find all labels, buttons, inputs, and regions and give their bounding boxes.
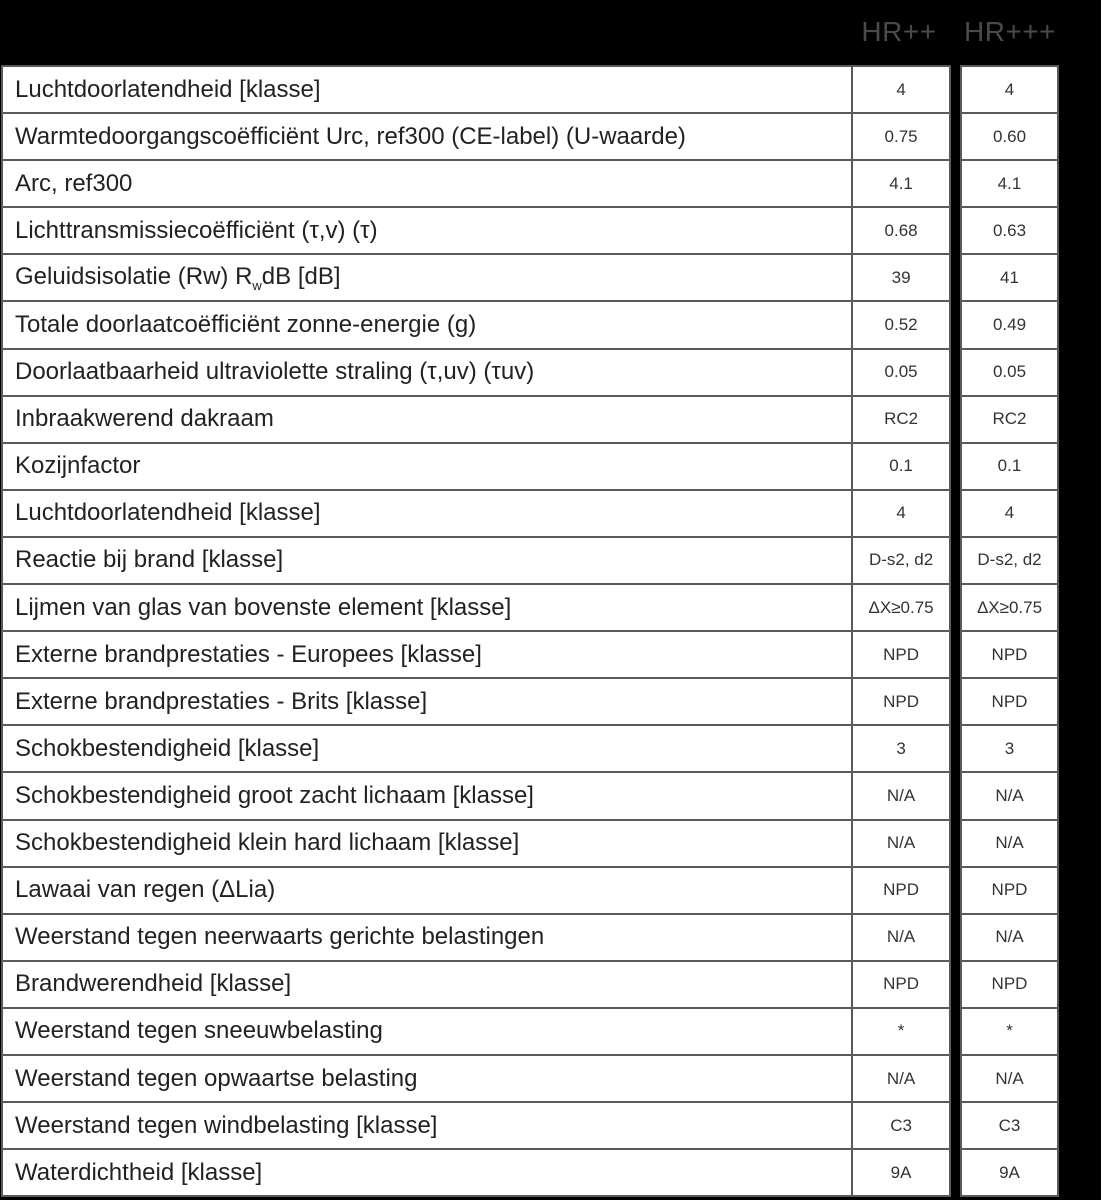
hr-plus-plus-plus-value: 4	[961, 490, 1058, 537]
hr-plus-plus-value: ΔX≥0.75	[852, 584, 950, 631]
hr-plus-plus-plus-value: 0.49	[961, 301, 1058, 348]
hr-plus-plus-plus-value: 0.1	[961, 443, 1058, 490]
table-row	[961, 349, 1058, 396]
hr-plus-plus-value: NPD	[852, 631, 950, 678]
hr-plus-plus-value: C3	[852, 1102, 950, 1149]
properties-table	[1, 65, 951, 1197]
property-label: Waterdichtheid [klasse]	[2, 1149, 852, 1196]
hr-plus-plus-value: NPD	[852, 678, 950, 725]
table-row	[2, 631, 950, 678]
property-label: Brandwerendheid [klasse]	[2, 961, 852, 1008]
property-label: Totale doorlaatcoëfficiënt zonne-energie (g)	[2, 301, 852, 348]
table-row	[2, 349, 950, 396]
table-row	[961, 1008, 1058, 1055]
hr-plus-plus-plus-value: N/A	[961, 820, 1058, 867]
property-label: Inbraakwerend dakraam	[2, 396, 852, 443]
hr-plus-plus-value: 9A	[852, 1149, 950, 1196]
hr-plus-plus-value: 0.1	[852, 443, 950, 490]
hr-plus-plus-plus-table	[960, 65, 1059, 1197]
hr-plus-plus-value: N/A	[852, 820, 950, 867]
table-row	[961, 160, 1058, 207]
hr-plus-plus-value: N/A	[852, 1055, 950, 1102]
property-label: Reactie bij brand [klasse]	[2, 537, 852, 584]
hr-plus-plus-plus-value: NPD	[961, 631, 1058, 678]
hr-plus-plus-plus-value: ΔX≥0.75	[961, 584, 1058, 631]
hr-plus-plus-value: 0.05	[852, 349, 950, 396]
hr-plus-plus-plus-value: N/A	[961, 1055, 1058, 1102]
table-row	[961, 1055, 1058, 1102]
table-row	[961, 820, 1058, 867]
table-row	[2, 914, 950, 961]
table-row	[2, 867, 950, 914]
table-row	[2, 254, 950, 301]
property-label: Schokbestendigheid klein hard lichaam [klasse]	[2, 820, 852, 867]
hr-plus-plus-value: NPD	[852, 961, 950, 1008]
table-row	[961, 113, 1058, 160]
hr-plus-plus-plus-value: N/A	[961, 914, 1058, 961]
hr-plus-plus-plus-value: 3	[961, 725, 1058, 772]
property-label: Externe brandprestaties - Brits [klasse]	[2, 678, 852, 725]
table-row	[961, 914, 1058, 961]
table-row	[961, 772, 1058, 819]
table-row	[961, 725, 1058, 772]
hr-plus-plus-value: NPD	[852, 867, 950, 914]
property-label: Lichttransmissiecoëfficiënt (τ,v) (τ)	[2, 207, 852, 254]
hr-plus-plus-value: 39	[852, 254, 950, 301]
property-label: Schokbestendigheid [klasse]	[2, 725, 852, 772]
table-row	[2, 443, 950, 490]
property-label: Luchtdoorlatendheid [klasse]	[2, 66, 852, 113]
table-row	[2, 961, 950, 1008]
hr-plus-plus-value: 0.52	[852, 301, 950, 348]
table-row	[2, 66, 950, 113]
table-row	[961, 254, 1058, 301]
table-row	[2, 678, 950, 725]
table-row	[961, 537, 1058, 584]
hr-plus-plus-plus-value: 0.05	[961, 349, 1058, 396]
table-row	[2, 1055, 950, 1102]
hr-plus-plus-plus-value: 41	[961, 254, 1058, 301]
table-row	[961, 961, 1058, 1008]
property-label: Weerstand tegen neerwaarts gerichte belastingen	[2, 914, 852, 961]
table-row	[2, 1008, 950, 1055]
column-header-hr-plus-plus: HR++	[861, 16, 937, 47]
table-row	[961, 631, 1058, 678]
hr-plus-plus-value: D-s2, d2	[852, 537, 950, 584]
hr-plus-plus-plus-value: NPD	[961, 961, 1058, 1008]
property-label: Weerstand tegen opwaartse belasting	[2, 1055, 852, 1102]
table-row	[2, 537, 950, 584]
table-row	[961, 396, 1058, 443]
table-row	[961, 678, 1058, 725]
hr-plus-plus-plus-value: N/A	[961, 772, 1058, 819]
table-row	[961, 301, 1058, 348]
hr-plus-plus-plus-value: NPD	[961, 867, 1058, 914]
property-label: Weerstand tegen windbelasting [klasse]	[2, 1102, 852, 1149]
hr-plus-plus-plus-value: D-s2, d2	[961, 537, 1058, 584]
property-label: Geluidsisolatie (Rw) $R_wdB$ [dB]	[2, 254, 852, 301]
hr-plus-plus-value: 0.75	[852, 113, 950, 160]
table-row	[2, 1149, 950, 1196]
hr-plus-plus-plus-value: NPD	[961, 678, 1058, 725]
table-row	[961, 1102, 1058, 1149]
hr-plus-plus-value: 4	[852, 490, 950, 537]
hr-plus-plus-plus-value: 0.60	[961, 113, 1058, 160]
table-row	[2, 490, 950, 537]
column-header-hr-plus-plus-plus: HR+++	[964, 16, 1056, 47]
property-label: Warmtedoorgangscoëfficiënt Urc, ref300 (CE-label) (U-waarde)	[2, 113, 852, 160]
table-row	[961, 490, 1058, 537]
table-row	[2, 772, 950, 819]
table-row	[961, 443, 1058, 490]
table-row	[2, 160, 950, 207]
hr-plus-plus-plus-value: *	[961, 1008, 1058, 1055]
table-row	[961, 1149, 1058, 1196]
hr-plus-plus-value: 3	[852, 725, 950, 772]
table-row	[2, 584, 950, 631]
table-row	[2, 301, 950, 348]
hr-plus-plus-plus-value: RC2	[961, 396, 1058, 443]
hr-plus-plus-value: N/A	[852, 914, 950, 961]
hr-plus-plus-plus-value: 4	[961, 66, 1058, 113]
property-label: Doorlaatbaarheid ultraviolette straling (τ,uv) (τuv)	[2, 349, 852, 396]
table-row	[2, 1102, 950, 1149]
table-row	[2, 207, 950, 254]
table-row	[961, 66, 1058, 113]
hr-plus-plus-plus-value: 4.1	[961, 160, 1058, 207]
hr-plus-plus-plus-value: 9A	[961, 1149, 1058, 1196]
table-row	[2, 396, 950, 443]
hr-plus-plus-value: N/A	[852, 772, 950, 819]
hr-plus-plus-plus-value: 0.63	[961, 207, 1058, 254]
hr-plus-plus-value: 4.1	[852, 160, 950, 207]
property-label: Weerstand tegen sneeuwbelasting	[2, 1008, 852, 1055]
hr-plus-plus-value: 4	[852, 66, 950, 113]
table-row	[2, 113, 950, 160]
table-row	[961, 867, 1058, 914]
table-row	[961, 207, 1058, 254]
table-row	[2, 820, 950, 867]
hr-plus-plus-value: *	[852, 1008, 950, 1055]
property-label: Arc, ref300	[2, 160, 852, 207]
property-label: Lijmen van glas van bovenste element [klasse]	[2, 584, 852, 631]
table-row	[961, 584, 1058, 631]
property-label: Luchtdoorlatendheid [klasse]	[2, 490, 852, 537]
hr-plus-plus-plus-value: C3	[961, 1102, 1058, 1149]
property-label: Schokbestendigheid groot zacht lichaam [klasse]	[2, 772, 852, 819]
table-row	[2, 725, 950, 772]
property-label: Kozijnfactor	[2, 443, 852, 490]
property-label: Externe brandprestaties - Europees [klasse]	[2, 631, 852, 678]
hr-plus-plus-value: RC2	[852, 396, 950, 443]
property-label: Lawaai van regen (ΔLia)	[2, 867, 852, 914]
hr-plus-plus-value: 0.68	[852, 207, 950, 254]
